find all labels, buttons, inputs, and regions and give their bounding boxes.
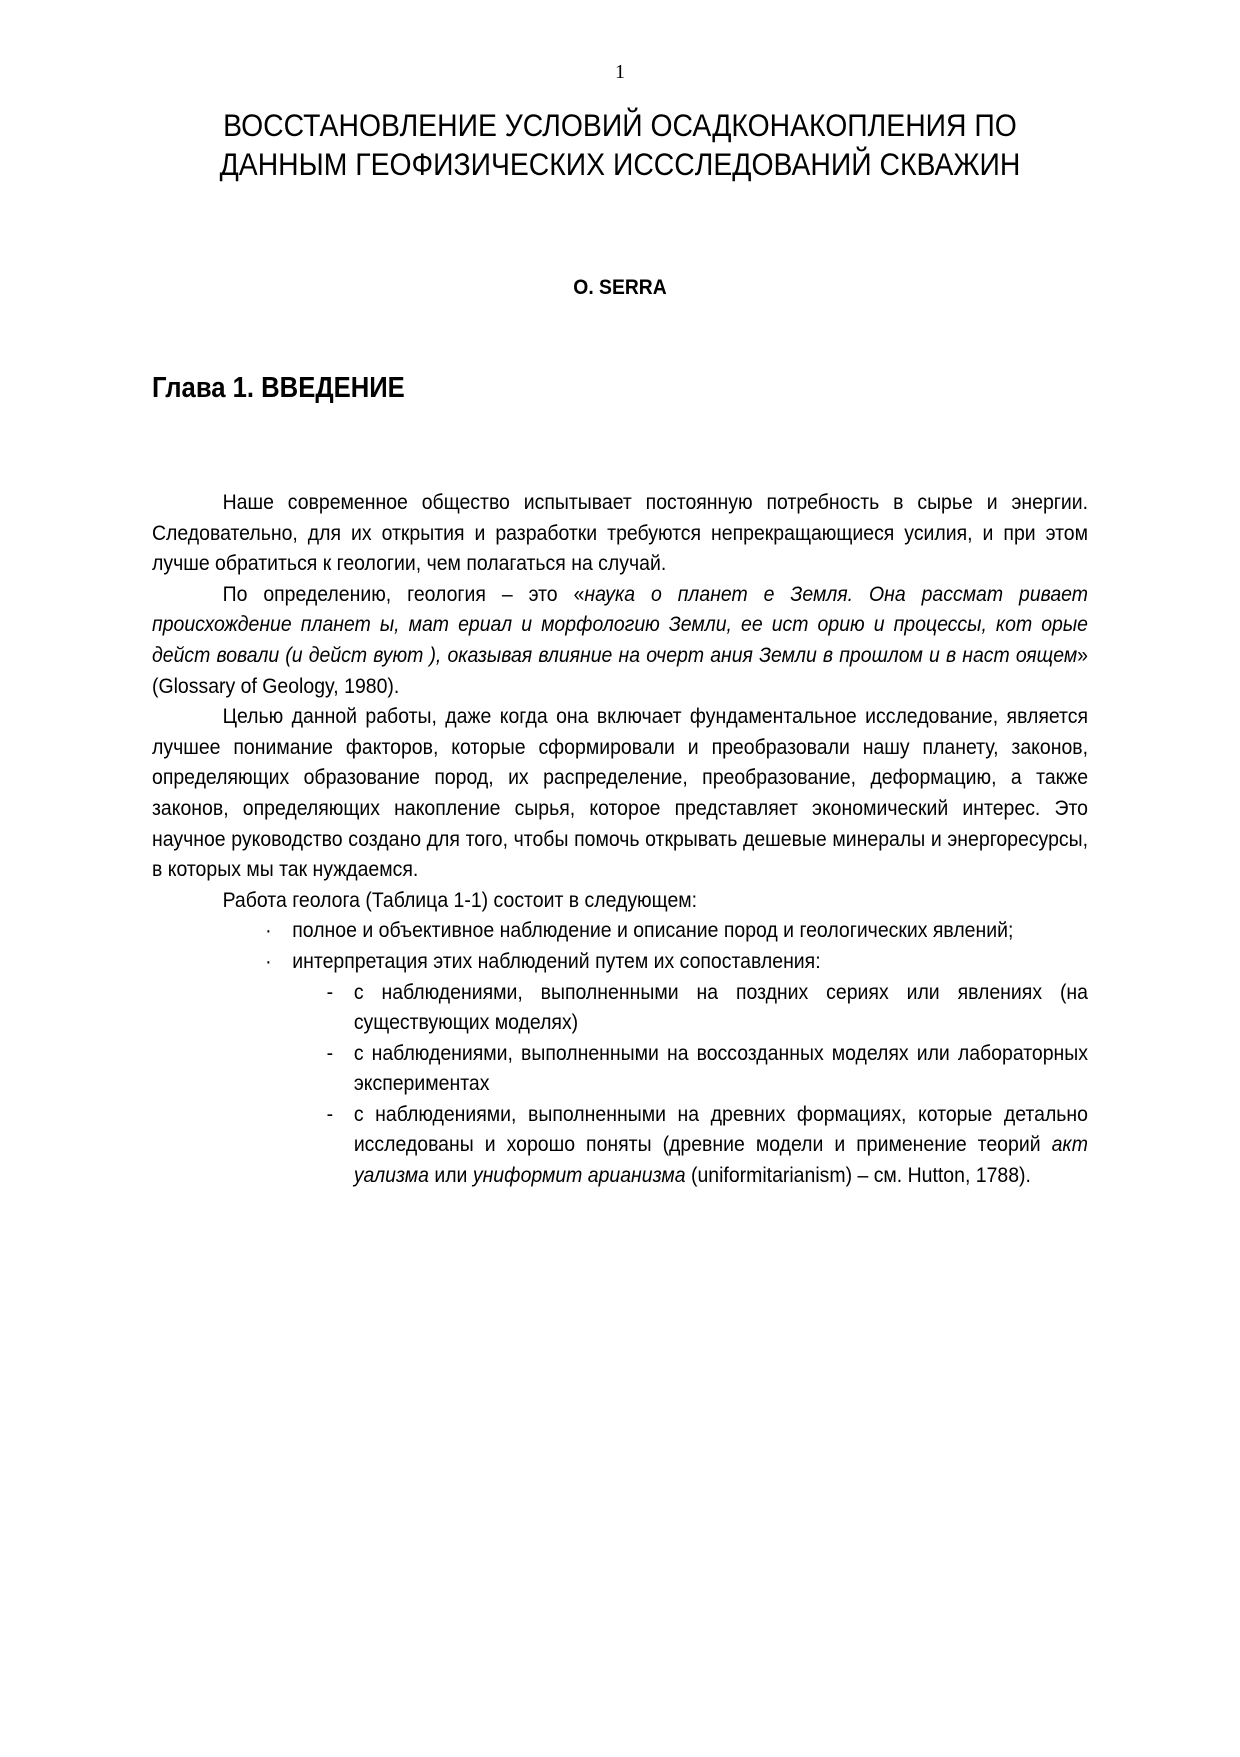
sub-list-item-tail: (uniformitarianism) – см. Hutton, 1788). [685,1163,1031,1188]
sub-list-item [292,1099,1088,1191]
body-paragraph-4: Работа геолога (Таблица 1-1) состоит в следующем: [222,887,698,912]
list-item-label: интерпретация этих наблюдений путем их сопоставления: [292,948,821,973]
chapter-body-spacer [152,405,1088,487]
author-name: O. SERRA [573,276,667,299]
list-item-label: полное и объективное наблюдение и описание пород и геологических явлений; [292,918,1014,943]
document-title-line-2: ДАННЫМ ГЕОФИЗИЧЕСКИХ ИССCЛЕДОВАНИЙ СКВАЖИН [219,146,1021,182]
geologist-work-list [152,915,1088,1190]
page-content [152,60,1088,1191]
dash-marker-icon: - [326,1101,334,1126]
list-item [152,946,1088,1191]
document-title-line-1: ВОССТАНОВЛЕНИЕ УСЛОВИЙ ОСАДКОНАКОПЛЕНИЯ ПО [223,107,1017,143]
author-chapter-spacer [152,300,1088,372]
dash-marker-icon: - [326,1040,334,1065]
sub-list-item-label: с наблюдениями, выполненными на воссозданных моделях или лабораторных экспериментах [353,1040,1089,1096]
page-number: 1 [615,61,625,83]
title-author-spacer [152,184,1088,276]
quote-italic-text: наука о планет е Земля. Она рассмат ривает происхождение планет ы, мат ериал и морфологию Земли, ее ист орию и процессы, кот орые дейст вовали (и дейст вуют ), оказывая влияние на очерт ания Земли в прошлом и в наст оящем [152,581,1089,667]
interpretation-sublist [292,977,1088,1191]
sub-list-item [292,1038,1088,1099]
list-item [152,915,1088,946]
sub-list-item [292,977,1088,1038]
body-paragraph-2 [152,579,1088,701]
term-actualism: акт уализма [353,1132,1089,1188]
sub-list-item-lead: с наблюдениями, выполненными на древних формациях, которые детально исследованы и хорошо поняты (древние модели и применение теорий [353,1101,1089,1157]
bullet-marker-icon: · [265,918,272,943]
sub-list-item-label: с наблюдениями, выполненными на поздних сериях или явлениях (на существующих моделях) [353,979,1089,1035]
chapter-heading: Глава 1. ВВЕДЕНИЕ [152,372,405,404]
body-paragraph-1: Наше современное общество испытывает постоянную потребность в сырье и энергии. Следовательно, для их открытия и разработки требуются непрекращающиеся усилия, и при этом лучше обратиться к геологии, чем полагаться на случай. [152,490,1089,576]
quote-citation-text: » (Glossary of Geology, 1980). [152,642,1089,698]
term-uniformitarianism: униформит арианизма [472,1163,686,1188]
dash-marker-icon: - [326,979,334,1004]
bullet-marker-icon: · [265,948,272,973]
document-title [199,106,1041,184]
sub-list-item-mid: или [428,1163,473,1188]
body-paragraph-3: Целью данной работы, даже когда она включает фундаментальное исследование, является лучшее понимание факторов, которые сформировали и преобразовали нашу планету, законов, определяющих образование пород, их распределение, преобразование, деформацию, а также законов, определяющих накопление сырья, которое представляет экономический интерес. Это научное руководство создано для того, чтобы помочь открывать дешевые минералы и энергоресурсы, в которых мы так нуждаемся. [152,704,1089,882]
quote-lead-text: По определению, геология – это « [222,581,585,606]
